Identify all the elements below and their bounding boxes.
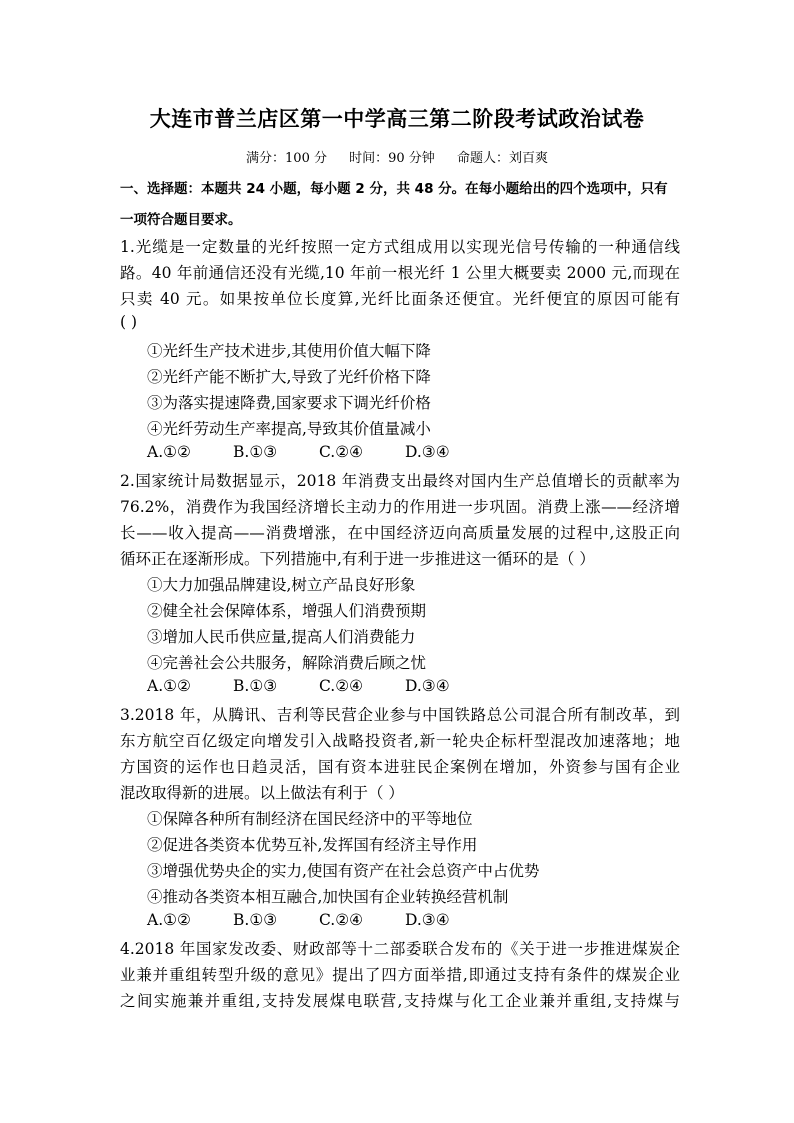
q1-answer-a: A.①② xyxy=(147,443,191,461)
q1-option-2: ②光纤产能不断扩大,导致了光纤价格下降 xyxy=(147,368,431,386)
q1-line1: 1.光缆是一定数量的光纤按照一定方式组成用以实现光信号传输的一种通信线 xyxy=(120,238,680,256)
q2-line4: 循环正在逐渐形成。下列措施中,有利于进一步推进这一循环的是（ ） xyxy=(120,550,595,568)
q3-answer-d: D.③④ xyxy=(405,911,450,929)
q3-answer-b: B.①③ xyxy=(233,911,278,929)
q3-line2: 东方航空百亿级定向增发引入战略投资者,新一轮央企标杆型混改加速落地；地 xyxy=(120,732,680,750)
q2-line1: 2.国家统计局数据显示，2018 年消费支出最终对国内生产总值增长的贡献率为 xyxy=(120,472,680,490)
q1-line4: ( ) xyxy=(120,313,138,331)
q2-answers xyxy=(147,677,491,695)
q4-line2: 业兼并重组转型升级的意见》提出了四方面举措,即通过支持有条件的煤炭企业 xyxy=(120,966,680,984)
q3-option-2: ②促进各类资本优势互补,发挥国有经济主导作用 xyxy=(147,836,478,854)
q1-answer-b: B.①③ xyxy=(233,443,278,461)
q3-answer-a: A.①② xyxy=(147,911,191,929)
q3-option-3: ③增强优势央企的实力,使国有资产在社会总资产中占优势 xyxy=(147,862,540,880)
exam-title: 大连市普兰店区第一中学高三第二阶段考试政治试卷 xyxy=(149,107,645,131)
q3-answer-c: C.②④ xyxy=(319,911,364,929)
exam-time: 时间：90 分钟 xyxy=(349,151,435,166)
q1-answer-d: D.③④ xyxy=(405,443,450,461)
q1-option-4: ④光纤劳动生产率提高,导致其价值量减小 xyxy=(147,420,431,438)
q3-option-4: ④推动各类资本相互融合,加快国有企业转换经营机制 xyxy=(147,888,509,906)
q1-option-3: ③为落实提速降费,国家要求下调光纤价格 xyxy=(147,394,431,412)
q1-answer-c: C.②④ xyxy=(319,443,364,461)
q2-option-2: ②健全社会保障体系，增强人们消费预期 xyxy=(147,602,427,620)
exam-author: 命题人：刘百爽 xyxy=(456,151,548,166)
q3-line3: 方国资的运作也日趋灵活，国有资本进驻民企案例在增加，外资参与国有企业 xyxy=(120,758,680,776)
q4-line1: 4.2018 年国家发改委、财政部等十二部委联合发布的《关于进一步推进煤炭企 xyxy=(120,940,680,958)
q1-line2: 路。40 年前通信还没有光缆,10 年前一根光纤 1 公里大概要卖 2000 元,而现在 xyxy=(120,264,680,282)
q3-line1: 3.2018 年，从腾讯、吉利等民营企业参与中国铁路总公司混合所有制改革，到 xyxy=(120,706,680,724)
q2-answer-a: A.①② xyxy=(147,677,191,695)
q1-answers xyxy=(147,443,491,461)
q2-option-4: ④完善社会公共服务，解除消费后顾之忧 xyxy=(147,654,427,672)
full-score: 满分：100 分 xyxy=(246,151,327,166)
section-heading-line2: 一项符合题目要求。 xyxy=(120,212,242,228)
q2-option-3: ③增加人民币供应量,提高人们消费能力 xyxy=(147,628,416,646)
q4-line3: 之间实施兼并重组,支持发展煤电联营,支持煤与化工企业兼并重组,支持煤与 xyxy=(120,992,680,1010)
q3-option-1: ①保障各种所有制经济在国民经济中的平等地位 xyxy=(147,810,473,828)
q3-answers xyxy=(147,911,491,929)
section-heading-line1: 一、选择题：本题共 24 小题，每小题 2 分，共 48 分。在每小题给出的四个选项中，只有 xyxy=(120,181,668,197)
q3-line4: 混改取得新的进展。以上做法有利于（ ） xyxy=(120,784,404,802)
q2-answer-b: B.①③ xyxy=(233,677,278,695)
q2-answer-d: D.③④ xyxy=(405,677,450,695)
q2-option-1: ①大力加强品牌建设,树立产品良好形象 xyxy=(147,576,416,594)
q1-line3: 只卖 40 元。如果按单位长度算,光纤比面条还便宜。光纤便宜的原因可能有 xyxy=(120,290,680,308)
q2-answer-c: C.②④ xyxy=(319,677,364,695)
exam-meta xyxy=(0,147,794,166)
q2-line2: 76.2%，消费作为我国经济增长主动力的作用进一步巩固。消费上涨——经济增 xyxy=(120,498,680,516)
q2-line3: 长——收入提高——消费增涨，在中国经济迈向高质量发展的过程中,这股正向 xyxy=(120,524,680,542)
q1-option-1: ①光纤生产技术进步,其使用价值大幅下降 xyxy=(147,342,431,360)
